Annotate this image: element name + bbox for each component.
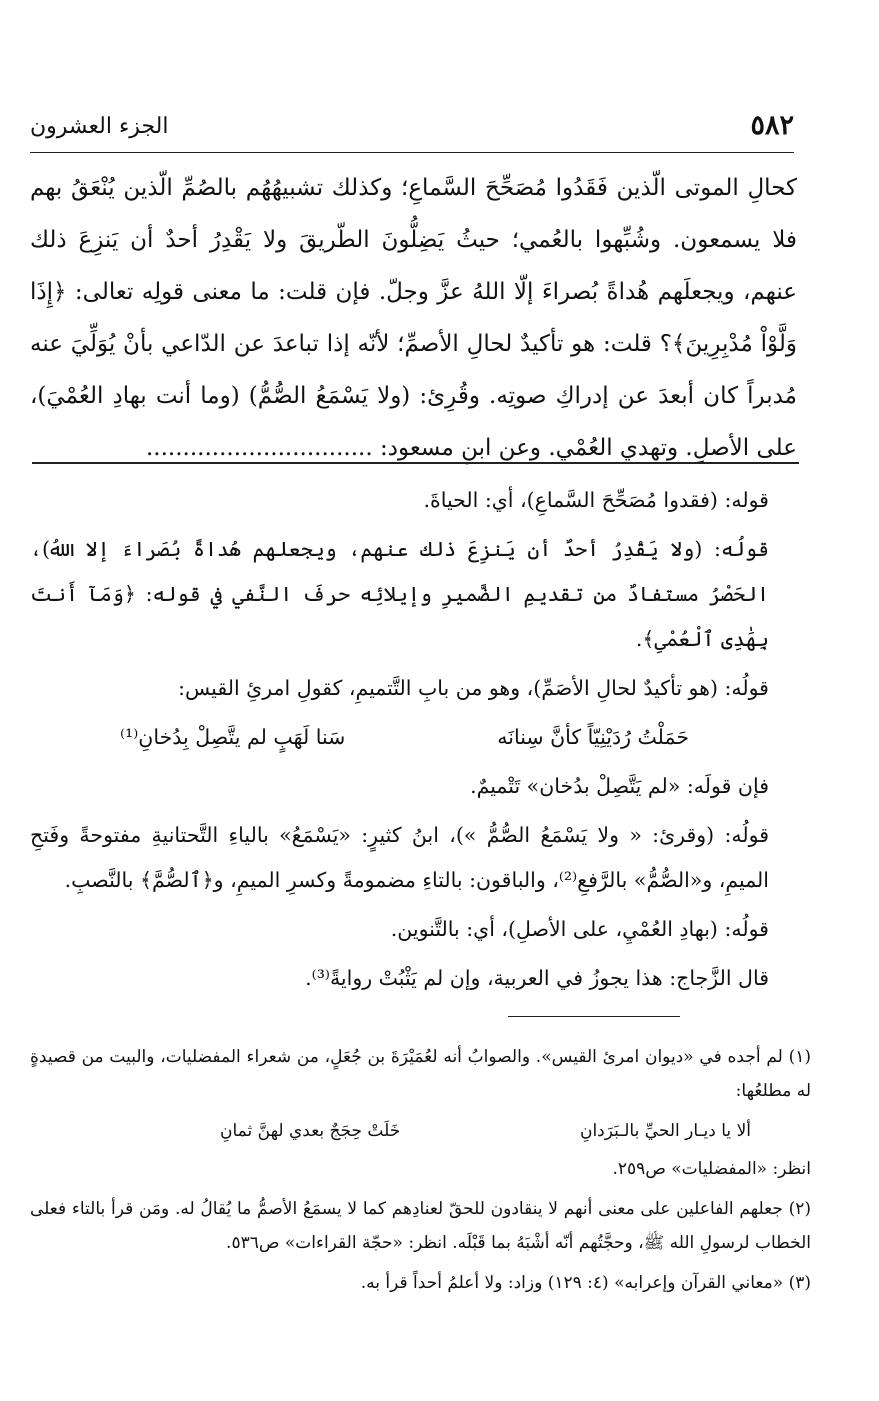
verse-second-hemistich: سَنا لَهَبٍ لم يتَّصِلْ بِدُخانِ⁽¹⁾ <box>120 725 346 749</box>
commentary-block <box>30 478 799 1005</box>
footnote-1: (١) لم أجده في «ديوان امرئ القيس». والصوابُ أنه لعُمَيْرَةَ بن جُعَلٍ، من شعراء المفضليات، والبيت من قصيدةٍ له مطلعُها: <box>30 1047 811 1101</box>
commentary-paragraph-5: قولُه: (وقرئ: « ولا يَسْمَعُ الصُّمُّ »)، ابنُ كثيرٍ: «يَسْمَعُ» بالياءِ التَّحتانيةِ مفتوحةً وفَتحِ الميمِ، و«الصُّمُّ» بالرَّفعِ⁽²⁾، والباقون: بالتاءِ مضمومةً وكسرِ الميمِ، و﴿ٱلصُّمَّ﴾ بالنَّصبِ. <box>30 823 769 892</box>
main-paragraph: كحالِ الموتى الّذين فَقَدُوا مُصَحِّحَ السَّماعِ؛ وكذلك تشبيهُهُم بالصُمِّ الّذين يُنْعَقُ بهم فلا يسمعون. وشُبِّهوا بالعُمي؛ حيثُ يَضِلُّونَ الطّريقَ ولا يَقْدِرُ أحدٌ أن يَنزِعَ ذلك عنهم، ويجعلَهم هُداةً بُصراءَ إلّا اللهُ عزَّ وجلّ. فإن قلت: ما معنى قولِه تعالى: ﴿إِذَا وَلَّوْاْ مُدْبِرِينَ﴾؟ قلت: هو تأكيدٌ لحالِ الأصمِّ؛ لأنّه إذا تباعدَ عن الدّاعي بأنْ يُوَلِّيَ عنه مُدبراً كان أبعدَ عن إدراكِ صوتِه. وقُرِئ: (ولا يَسْمَعُ الصُّمُّ) (وما أنت بهادِ العُمْيَ)، على الأصلِ. وتهدي العُمْي. وعن ابنِ مسعود: ............................... <box>30 175 797 461</box>
part-title: الجزء العشرون <box>30 114 169 139</box>
main-text-block <box>30 162 797 474</box>
commentary-paragraph-4: فإن قولَه: «لم يَتَّصِلْ بدُخان» تَتْميمٌ. <box>470 774 769 798</box>
commentary-paragraph-2: قولُه: (ولا يَقْدِرُ أحدٌ أن يَنزِعَ ذلك عنهم، ويجعلهم هُداةً بُصَراءَ إلا اللهُ)، الحَصْرُ مستفادٌ من تقديمِ الضَّميرِ وإيلائِه حرفَ النَّفي في قوله: ﴿وَمَآ أَنتَ بِهَٰدِى ٱلْعُمْىِ﴾. <box>30 537 769 651</box>
commentary-paragraph-1: قوله: (فقدوا مُصَحِّحَ السَّماعِ)، أي: الحياةَ. <box>423 488 769 512</box>
poetry-verse <box>30 715 799 760</box>
footnotes-block <box>30 1040 811 1306</box>
footnote-2: (٢) جعلهم الفاعلين على معنى أنهم لا ينقادون للحقّ لعنادِهم كما لا يسمَعُ الأصمُّ ما يُقالُ له. ومَن قرأ بالتاء فعلى الخطاب لرسولِ الله ﷺ، وحجَّتُهم أنّه أشْبَهُ بما قَبْلَه. انظر: «حجّة القراءات» ص٥٣٦. <box>30 1199 811 1253</box>
verse-first-hemistich: حَمَلْتُ رُدَيْنِيّاً كأنَّ سِنانَه <box>497 725 689 749</box>
footnote-verse <box>30 1114 811 1148</box>
footnote-divider <box>508 1016 680 1017</box>
footnote-3: (٣) «معاني القرآن وإعرابه» (٤: ١٢٩) وزاد: ولا أعلمُ أحداً قرأ به. <box>360 1273 811 1293</box>
commentary-paragraph-6: قولُه: (بهادِ العُمْيِ، على الأصلِ)، أي: بالتَّنوين. <box>390 917 769 941</box>
commentary-divider <box>32 462 799 464</box>
footnote-1-reference: انظر: «المفضليات» ص٢٥٩. <box>612 1159 811 1179</box>
header-divider <box>30 152 794 153</box>
commentary-paragraph-3: قولُه: (هو تأكيدٌ لحالِ الأصَمِّ)، وهو من بابِ التَّتميمِ، كقولِ امرئِ القيس: <box>178 676 769 700</box>
footnote-verse-first-hemistich: ألا يا ديـار الحيِّ بالـبَرَدانِ <box>579 1121 751 1141</box>
page-number: ٥٨٢ <box>750 110 794 141</box>
footnote-verse-second-hemistich: خَلَتْ حِجَجٌ بعدي لهنَّ ثمانِ <box>220 1121 401 1141</box>
page-header <box>30 110 794 152</box>
commentary-paragraph-7: قال الزَّجاج: هذا يجوزُ في العربية، وإن لم يَثْبُتْ روايةً⁽³⁾. <box>305 966 769 990</box>
